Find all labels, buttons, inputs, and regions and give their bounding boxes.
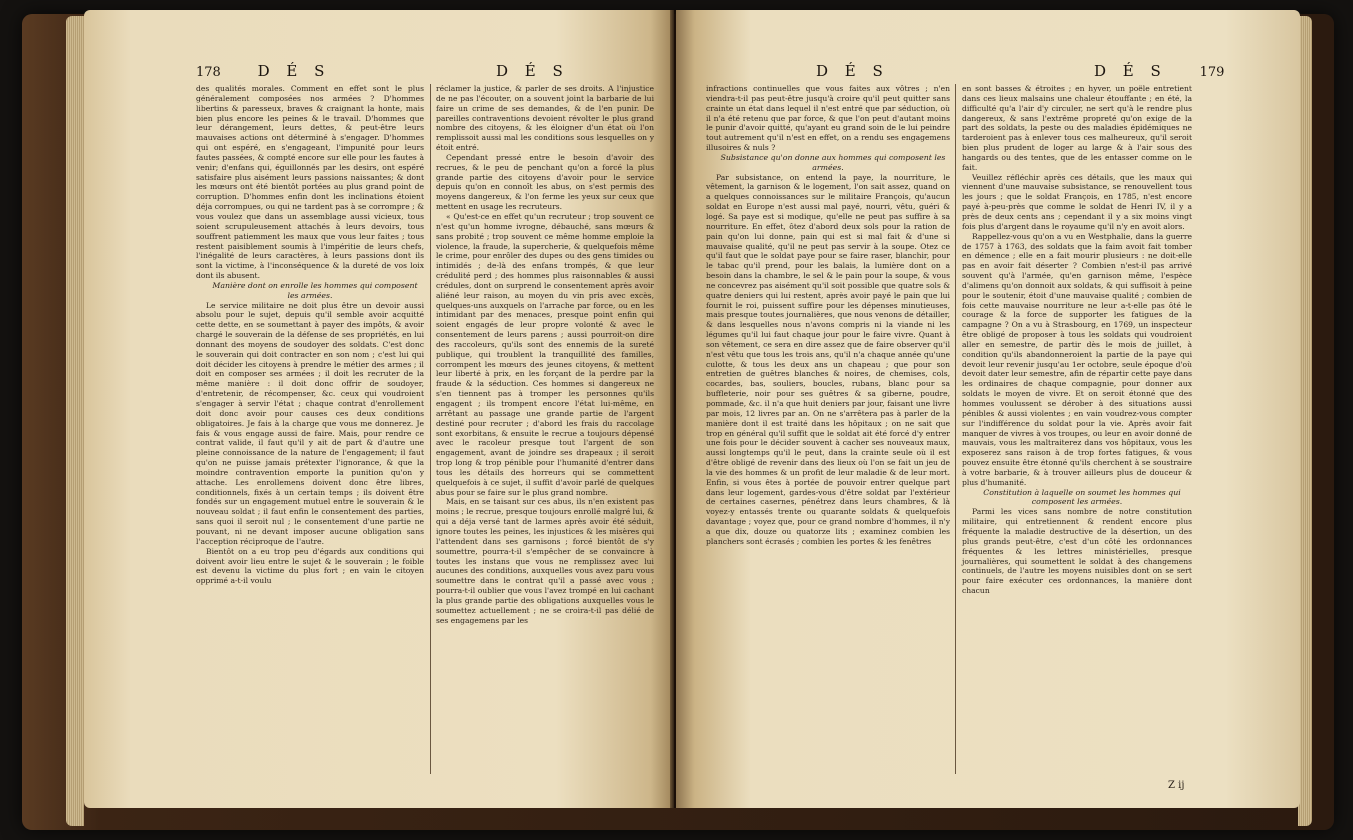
right-page-header <box>1094 62 1224 80</box>
column-rule <box>430 84 431 774</box>
running-head-left: D É S <box>816 62 889 80</box>
left-page-column-1 <box>196 84 424 586</box>
paragraph: Rappellez-vous qu'on a vu en Westphalie, dans la guerre de 1757 à 1763, des soldats que la faim avoit fait tomber en démence ; elle en a fait mourir plusieurs : ne doit-elle pas en avoir fait déserter ? Combien n'est-il pas arrivé souvent qu'à l'armée, qu'en garnison même, l'espèce d'alimens qu'on donnoit aux soldats, & qui suffisoit à peine pour le soutenir, étoit d'une mauvaise qualité ; combien de fois cette mauvaise nourriture ne leur a-t-elle pas ôté le courage & la force de supporter les fatigues de la campagne ? On a vu à Strasbourg, en 1769, un inspecteur être obligé de proposer à tous les soldats qui voudroient aller en semestre, de partir dès le mois de juillet, à condition qu'ils abandonneroient la partie de la paye qui devoit leur revenir jusqu'au 1er octobre, seule époque d'où devoit dater leur semestre, afin de répartir cette paye dans les ordinaires de chaque compagnie, pour donner aux soldats le moyen de vivre. Et on seroit étonné que des hommes voulussent se dérober à des situations aussi pénibles & aussi violentes ; en vain voudrez-vous compter sur l'indifférence du soldat pour la vie. Après avoir fait manquer de vivres à vos troupes, ou leur en avoir donné de mauvais, vous les maltraiterez dans vos hôpitaux, vous les exposerez sans raison à de trop fortes fatigues, & vous pouvez ensuite être étonné qu'ils cherchent à se soustraire à votre barbarie, & à trouver ailleurs plus de douceur & plus d'humanité. <box>962 231 1192 487</box>
paragraph: Le service militaire ne doit plus être un devoir aussi absolu pour le sujet, depuis qu'il semble avoir acquitté cette dette, en se soumettant à payer des impôts, & avoir chargé le souverain de la défense de ses propriétés, en lui donnant des moyens de soudoyer des soldats. C'est donc le souverain qui doit contracter en son nom ; c'est lui qui doit décider les citoyens à prendre le métier des armes ; il doit en composer ses armées ; il doit les recruter de la même manière : il doit donc offrir de soudoyer, d'entretenir, de récompenser, &c. ceux qui voudroient s'engager à servir l'état ; chaque contrat d'enrollement doit donc avoir pour causes ces deux conditions obligatoires. Je fais à la charge que vous me donnerez. Je fais & vous engage aussi de faire. Mais, pour rendre ce contrat valide, il faut qu'il y ait de part & d'autre une pleine connoissance de la nature de l'engagement; il faut qu'on ne puisse jamais prétexter l'ignorance, & que la moindre contravention emporte la punition qu'on y attache. Les enrollemens doivent donc être libres, conditionnels, fixés à un certain temps ; ils doivent être fondés sur un engagement mutuel entre le souverain & le nouveau soldat ; il faut enfin le consentement des parties, sans quoi il seroit nul ; le consentement d'une partie ne pouvant, ni ne devant imposer aucune obligation sans l'acception réciproque de l'autre. <box>196 300 424 546</box>
left-page-edges <box>66 16 84 826</box>
right-page-column-2 <box>962 84 1192 596</box>
column-rule <box>955 84 956 774</box>
paragraph: infractions continuelles que vous faites aux vôtres ; n'en viendra-t-il pas peut-être jusqu'à croire qu'il peut quitter sans crainte un état dans lequel il n'est entré que par séduction, où il n'a été retenu que par force, & que l'on peut d'autant moins le punir d'avoir quitté, qu'ayant eu grand soin de le lui peindre tout autrement qu'il n'est en effet, on a rendu ses engagemens illusoires & nuls ? <box>706 84 950 153</box>
paragraph: Veuillez réfléchir après ces détails, que les maux qui viennent d'une mauvaise subsistance, se renouvellent tous les jours ; que le soldat François, en 1785, n'est encore payé à-peu-près que comme le soldat de Henri IV, il y a près de deux cents ans ; cependant il y a six moins vingt fois plus d'argent dans le royaume qu'il n'y en avoit alors. <box>962 172 1192 231</box>
page-number: 179 <box>1199 65 1225 80</box>
running-head: D É S <box>1094 62 1167 80</box>
running-head-right: D É S <box>496 62 569 80</box>
section-subtitle: Constitution à laquelle on soumet les hommes qui composent les armées. <box>983 487 1181 507</box>
paragraph: en sont basses & étroites ; en hyver, un poële entretient dans ces lieux malsains une chaleur étouffante ; en été, la difficulté qu'a l'air d'y circuler, ne sert qu'à le rendre plus dangereux, & sans l'extrême propreté qu'on exige de la part des soldats, la peste ou des maladies épidémiques ne tarderoient pas à enlever tous ces malheureux, qu'il seroit bien plus prudent de loger au large & à l'air sous des hangards ou des tentes, que de les entasser comme on le fait. <box>962 84 1192 172</box>
running-head: D É S <box>257 62 331 80</box>
paragraph: des qualités morales. Comment en effet sont le plus généralement composées nos armées ? D'hommes libertins & paresseux, braves & craignant la honte, mais bien plus encore les peines & le travail. D'hommes que leur dérangement, leurs dettes, & peut-être leurs mauvaises actions ont déterminé à s'engager. D'hommes qui ont espéré, en s'engageant, l'impunité pour leurs fautes passées, & compté encore sur elle pour les fautes à venir; d'enfans qui, éguillonnés par les desirs, ont espéré satisfaire plus aisément leurs passions naissantes; & dont les mœurs ont été bientôt portées au plus grand point de corruption. D'hommes enfin dont les inclinations étoient déja corrompues, ou qui ne tardent pas à se corrompre ; & vous voulez que dans un assemblage aussi vicieux, tous soient scrupuleusement attachés à leurs devoirs, tous souffrent patiemment les maux que vous leur faites ; tous restent paisiblement soumis à l'impéritie de leurs chefs, l'inégalité de leurs caractères, à leurs passions dont ils sont la victime, à l'inconséquence & la dureté de vos loix dont ils abusent. <box>196 84 424 281</box>
section-subtitle: Manière dont on enrolle les hommes qui composent les armées. <box>212 280 418 300</box>
left-page-header <box>196 62 330 80</box>
right-page-edges <box>1298 16 1312 826</box>
paragraph: Bientôt on a eu trop peu d'égards aux conditions qui doivent avoir lieu entre le sujet & le souverain ; le foible est devenu la victime du plus fort ; en vain le citoyen opprimé a-t-il voulu <box>196 546 424 586</box>
paragraph: Par subsistance, on entend la paye, la nourriture, le vêtement, la garnison & le logement, l'on sait assez, quand on a quelques connoissances sur le militaire François, qu'aucun soldat en Europe n'est aussi mal payé, nourri, vêtu, guéri & logé. Sa paye est si modique, qu'elle ne peut pas suffire à sa nourriture. En effet, ôtez d'abord deux sols pour la ration de pain qu'on lui donne, pain qui est si mal fait & d'une si mauvaise qualité, qu'il ne peut pas servir à la soupe. Otez ce qu'il faut que le soldat paye pour se faire raser, blanchir, pour le tabac qu'il prend, pour les balais, la lumière dont on a besoin dans la chambre, le sel & le pain pour la soupe, & vous ne concevrez pas aisément qu'il soit possible que quatre sols & quatre deniers qui lui restent, après avoir payé le pain que lui fournit le roi, puissent suffire pour les dépenses minutieuses, mais presque toutes journalières, que nous venons de détailler, & dans lesquelles nous n'avons compris ni la viande ni les légumes qu'il lui faut chaque jour pour le faire vivre. Quant à son vêtement, ce sera en dire assez que de faire observer qu'il n'est vêtu que tous les trois ans, qu'il n'a chaque année qu'une culotte, & tous les deux ans un chapeau ; que pour son entretien de guêtres blanches & noires, de chemises, cols, cocardes, bas, souliers, boucles, rubans, blanc pour sa buffleterie, noir pour ses guêtres & sa giberne, poudre, pommade, &c. il n'a que huit deniers par jour, faisant une livre par mois, 12 livres par an. On ne s'arrêtera pas à parler de la manière dont il est traité dans les hôpitaux ; on ne sait que trop en général qu'il suffit que le soldat ait été forcé d'y entrer une fois pour le décider souvent à cacher ses nouveaux maux, aussi longtemps qu'il le peut, dans la crainte seule où il est d'être obligé de revenir dans des lieux où l'on se fait un jeu de la vie des hommes & un profit de leur maladie & de leur mort. Enfin, si vous êtes à portée de pouvoir entrer quelque part dans leur logement, gardes-vous d'être soldat par l'extérieur de certaines casernes, pénétrez dans leurs chambres, & là voyez-y entassés trente ou quarante soldats & quelquefois davantage ; voyez que, pour ce grand nombre d'hommes, il n'y a que dix, douze ou quatorze lits ; examinez combien les planchers sont écrasés ; combien les portes & les fenêtres <box>706 172 951 546</box>
section-subtitle: Subsistance qu'on donne aux hommes qui composent les armées. <box>720 152 946 172</box>
paragraph: « Qu'est-ce en effet qu'un recruteur ; trop souvent ce n'est qu'un homme ivrogne, débauché, sans mœurs & sans probité ; trop souvent ce même homme emploie la violence, la fraude, la supercherie, & quelquefois même le crime, pour enrôler des dupes ou des gens timides ou intimidés ; de-là des enfans trompés, & que leur crédulité perd ; des hommes plus raisonnables & aussi crédules, dont on surprend le consentement après avoir aliéné leur raison, au moyen du vin pris avec excès, quelques-uns auxquels on l'arrache par force, ou en les intimidant par des menaces, presque point enfin qui soient engagés de leur propre volonté & avec le consentement de leurs parens ; aussi pourroit-on dire des raccoleurs, qu'ils sont des ennemis de la sureté publique, qui troublent la tranquillité des familles, corrompent les mœurs des jeunes citoyens, & mettent leur liberté à prix, en les forçant de la perdre par la fraude & la séduction. Ces hommes si dangereux ne s'en tiennent pas à tromper les personnes qu'ils engagent ; ils trompent encore l'état lui-même, en arrêtant au passage une grande partie de l'argent destiné pour recruter ; d'abord les frais du raccolage sont exorbitans, & ensuite le recrue a toujours dépensé avec le racoleur presque tout l'argent de son engagement, avant de joindre ses drapeaux ; il seroit trop long & trop pénible pour l'humanité d'entrer dans tous les détails des horreurs qui se commettent quelquefois à ce sujet, il suffit d'avoir parlé de quelques abus pour se faire sur le plus grand nombre. <box>436 211 654 497</box>
paragraph: réclamer la justice, & parler de ses droits. A l'injustice de ne pas l'écouter, on a souvent joint la barbarie de lui faire un crime de ses demandes, & de l'en punir. De pareilles contraventions devoient révolter le plus grand nombre des citoyens, & les éloigner d'un état où l'on remplissoit aussi mal les conditions sous lesquelles on y étoit entré. <box>436 84 654 153</box>
paragraph: Parmi les vices sans nombre de notre constitution militaire, qui entretiennent & rendent encore plus fréquente la maladie destructive de la désertion, un des plus grands peut-être, c'est d'un côté les ordonnances fréquentes & les lettres ministérielles, presque journalières, qui soumettent le soldat à des changemens continuels, de l'autre les moyens nuisibles dont on se sert pour faire exécuter ces ordonnances, la manière dont chacun <box>962 507 1192 596</box>
signature-mark: Z ij <box>1168 780 1185 791</box>
left-page <box>84 10 674 808</box>
left-page-column-2 <box>436 84 654 625</box>
paragraph: Mais, en se taisant sur ces abus, ils n'en existent pas moins ; le recrue, presque toujours enrollé malgré lui, & qui a déja versé tant de larmes après avoir été séduit, ignore toutes les peines, les injustices & les misères qui l'attendent dans ses garnisons ; forcé bientôt de s'y soumettre, pourra-t-il s'empêcher de se convaincre à toutes les instans que vous ne remplissez avec lui aucunes des conditions, auxquelles vous avez paru vous soumettre dans le contrat qu'il a passé avec vous ; pourra-t-il oublier que vous l'avez trompé en lui cachant la plus grande partie des obligations auxquelles vous le soumettez actuellement ; ne se croira-t-il pas délié de ses engagemens par les <box>436 497 654 625</box>
right-page <box>676 10 1300 808</box>
right-page-column-1 <box>706 84 950 547</box>
paragraph: Cependant pressé entre le besoin d'avoir des recrues, & le peu de penchant qu'on a forcé la plus grande partie des citoyens d'avoir pour le service depuis qu'on en connoît les abus, on s'est permis des moyens dangereux, & l'on ferme les yeux sur ceux que mettent en usage les recruteurs. <box>436 152 654 212</box>
page-number: 178 <box>196 65 221 80</box>
